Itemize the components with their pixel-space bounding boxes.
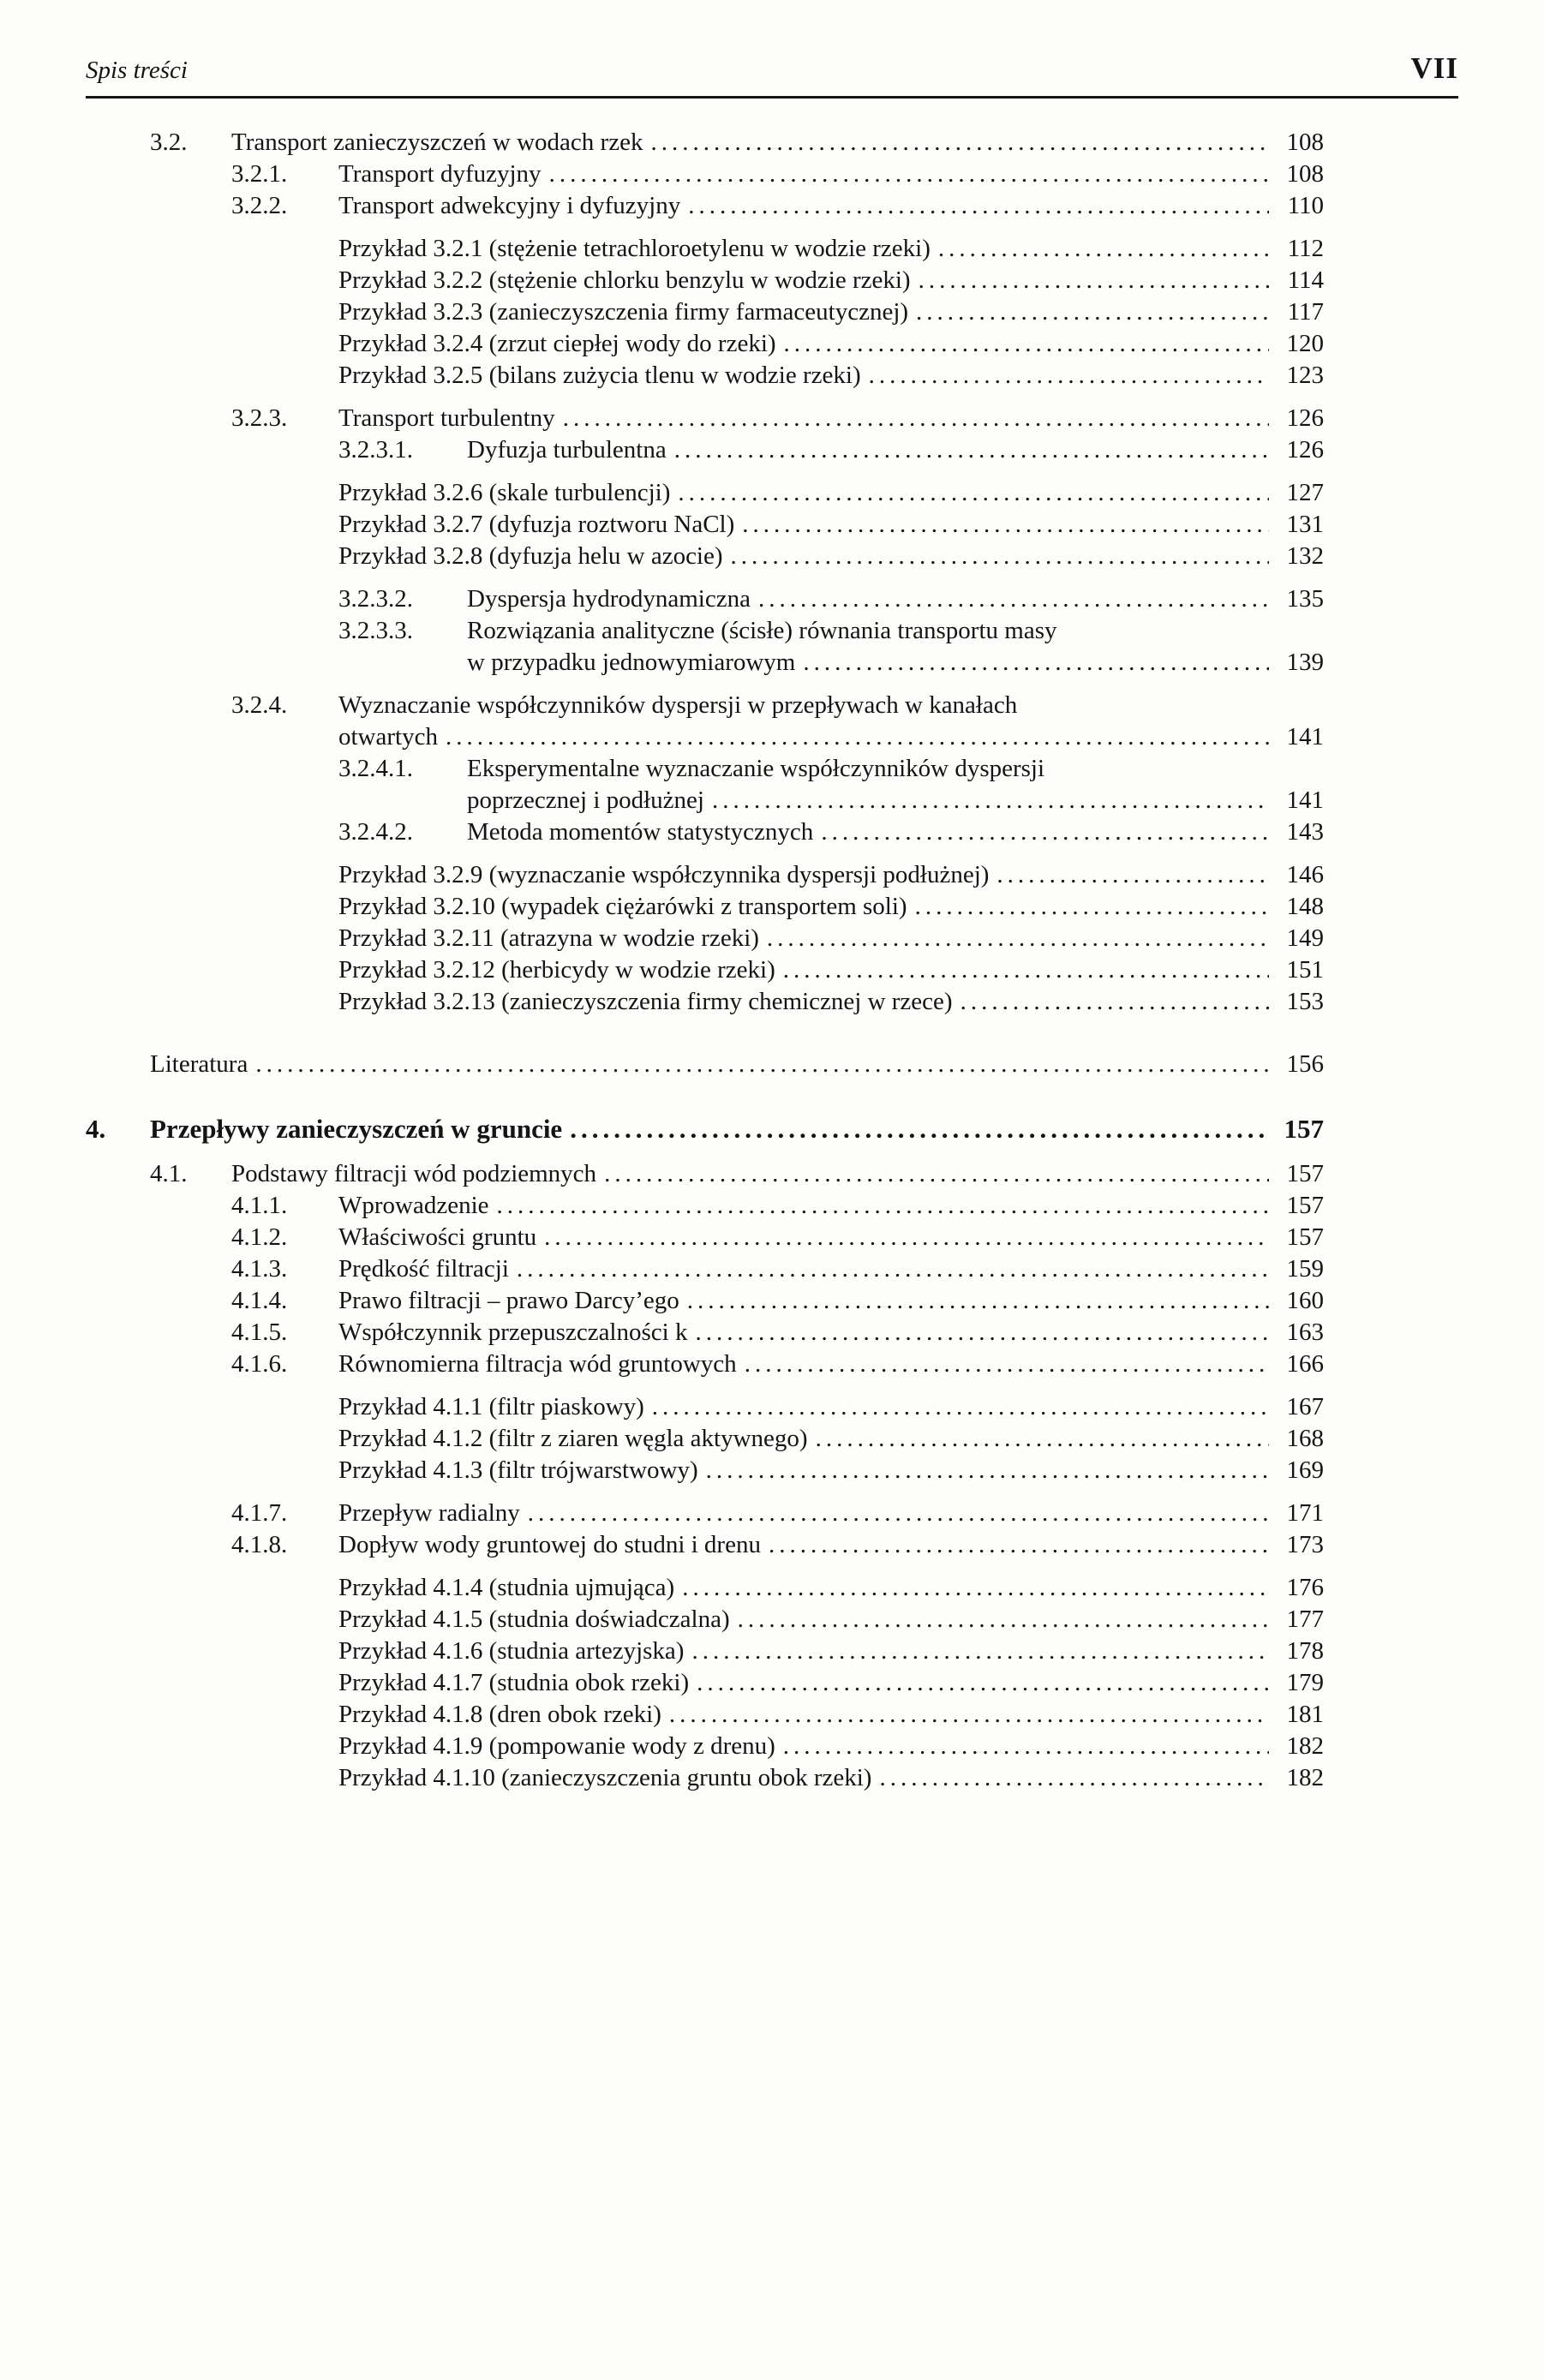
toc-entry-number: 4.1.3. <box>231 1255 288 1283</box>
toc-entry <box>86 509 1324 541</box>
toc-entry <box>86 158 1324 190</box>
toc-entry-title: Transport adwekcyjny i dyfuzyjny <box>338 192 681 219</box>
toc-entry-title: Przykład 4.1.2 (filtr z ziaren węgla aktywnego) <box>338 1425 808 1452</box>
toc-entry-title: Literatura <box>150 1050 248 1078</box>
toc-entry-title: Przykład 4.1.7 (studnia obok rzeki) <box>338 1669 690 1696</box>
toc-entry-page: 157 <box>1286 1160 1324 1187</box>
toc-entry <box>86 434 1324 466</box>
toc-entry-number: 4.1.6. <box>231 1350 288 1378</box>
toc-entry-title: Rozwiązania analityczne (ścisłe) równania transportu masy <box>467 617 1057 644</box>
dot-leader <box>938 233 1269 265</box>
dot-leader <box>767 923 1269 954</box>
toc-entry-number: 4.1.1. <box>231 1192 288 1219</box>
toc-entry-title: Przykład 3.2.12 (herbicydy w wodzie rzeki) <box>338 956 775 984</box>
dot-leader <box>745 1348 1269 1380</box>
toc-entry-title: Przykład 3.2.8 (dyfuzja helu w azocie) <box>338 542 723 570</box>
toc-entry-title: Przykład 4.1.6 (studnia artezyjska) <box>338 1637 685 1665</box>
toc-entry-page: 182 <box>1286 1732 1324 1760</box>
dot-leader <box>821 816 1269 848</box>
toc-entry-title: Przykład 4.1.5 (studnia doświadczalna) <box>338 1606 730 1633</box>
toc-entry-title: Metoda momentów statystycznych <box>467 818 814 846</box>
dot-leader <box>742 509 1269 541</box>
toc-entry-page: 159 <box>1286 1255 1324 1283</box>
toc-entry-page: 178 <box>1286 1637 1324 1665</box>
dot-leader <box>784 328 1269 360</box>
toc-entry-title: Dopływ wody gruntowej do studni i drenu <box>338 1531 761 1558</box>
toc-entry <box>86 328 1324 360</box>
folio-page-number: VII <box>1410 51 1458 85</box>
toc <box>86 127 1324 1794</box>
toc-entry <box>86 1529 1324 1561</box>
dot-leader <box>570 1111 1269 1147</box>
toc-entry-page: 114 <box>1287 266 1324 294</box>
toc-entry-title: Przykład 3.2.2 (stężenie chlorku benzylu w wodzie rzeki) <box>338 266 911 294</box>
dot-leader <box>697 1667 1269 1699</box>
page-header <box>86 51 1458 99</box>
toc-entry-number: 4. <box>86 1114 106 1144</box>
toc-entry-page: 143 <box>1286 818 1324 846</box>
toc-entry-title: Przykład 4.1.1 (filtr piaskowy) <box>338 1393 644 1420</box>
dot-leader <box>549 158 1269 190</box>
toc-entry-number: 3.2.3.1. <box>338 436 413 463</box>
toc-entry <box>86 541 1324 572</box>
toc-entry-title: Przykład 4.1.8 (dren obok rzeki) <box>338 1701 661 1728</box>
toc-entry-page: 151 <box>1286 956 1324 984</box>
toc-entry <box>86 1667 1324 1699</box>
dot-leader <box>687 1285 1269 1317</box>
toc-entry-page: 163 <box>1286 1319 1324 1346</box>
toc-entry-title: Przykład 4.1.9 (pompowanie wody z drenu) <box>338 1732 775 1760</box>
toc-entry-page: 173 <box>1286 1531 1324 1558</box>
toc-entry <box>86 477 1324 509</box>
toc-entry-number: 4.1.8. <box>231 1531 288 1558</box>
toc-entry-page: 160 <box>1286 1287 1324 1314</box>
toc-entry-page: 182 <box>1286 1764 1324 1791</box>
toc-entry <box>86 891 1324 923</box>
toc-entry-page: 157 <box>1286 1223 1324 1251</box>
toc-entry-title: Wyznaczanie współczynników dyspersji w przepływach w kanałach <box>338 691 1018 719</box>
toc-entry-title: Wprowadzenie <box>338 1192 489 1219</box>
dot-leader <box>996 859 1269 891</box>
toc-entry <box>86 753 1324 785</box>
toc-entry-page: 166 <box>1286 1350 1324 1378</box>
toc-entry-page: 169 <box>1286 1456 1324 1484</box>
toc-entry <box>86 403 1324 434</box>
dot-leader <box>446 721 1269 753</box>
toc-entry-page: 179 <box>1286 1669 1324 1696</box>
toc-entry-number: 3.2.2. <box>231 192 288 219</box>
toc-entry-number: 3.2.1. <box>231 160 288 188</box>
toc-entry <box>86 360 1324 392</box>
toc-entry-number: 3.2.3. <box>231 404 288 432</box>
toc-entry-page: 112 <box>1287 235 1324 262</box>
toc-entry-title: poprzecznej i podłużnej <box>467 786 704 814</box>
toc-entry-title: Transport dyfuzyjny <box>338 160 542 188</box>
toc-entry-number: 4.1.7. <box>231 1499 288 1527</box>
toc-entry-page: 132 <box>1286 542 1324 570</box>
toc-entry-page: 108 <box>1286 129 1324 156</box>
toc-entry-number: 4.1.5. <box>231 1319 288 1346</box>
toc-entry <box>86 954 1324 986</box>
dot-leader <box>731 541 1269 572</box>
toc-entry-title: Transport zanieczyszczeń w wodach rzek <box>231 129 643 156</box>
toc-entry-title: Eksperymentalne wyznaczanie współczynników dyspersji <box>467 755 1045 782</box>
toc-entry-title: Przykład 4.1.3 (filtr trójwarstwowy) <box>338 1456 698 1484</box>
toc-entry <box>86 1636 1324 1667</box>
toc-entry <box>86 1391 1324 1423</box>
toc-entry <box>86 1604 1324 1636</box>
dot-leader <box>706 1455 1269 1486</box>
toc-entry-number: 3.2.3.2. <box>338 585 413 613</box>
toc-entry-page: 153 <box>1286 988 1324 1015</box>
toc-entry-page: 131 <box>1286 511 1324 538</box>
toc-entry <box>86 986 1324 1018</box>
toc-entry <box>86 785 1324 816</box>
dot-leader <box>604 1158 1269 1190</box>
dot-leader <box>803 647 1269 679</box>
toc-entry-page: 120 <box>1286 330 1324 357</box>
toc-entry-title: Przykład 3.2.4 (zrzut ciepłej wody do rzeki) <box>338 330 776 357</box>
toc-entry-title: Przykład 4.1.4 (studnia ujmująca) <box>338 1574 675 1601</box>
dot-leader <box>738 1604 1269 1636</box>
toc-entry <box>86 1762 1324 1794</box>
dot-leader <box>544 1222 1269 1253</box>
dot-leader <box>669 1699 1269 1731</box>
toc-entry-page: 167 <box>1286 1393 1324 1420</box>
toc-entry <box>86 1158 1324 1190</box>
dot-leader <box>678 477 1269 509</box>
dot-leader <box>769 1529 1269 1561</box>
dot-leader <box>652 1391 1269 1423</box>
toc-entry-page: 157 <box>1286 1192 1324 1219</box>
toc-entry-title: Prawo filtracji – prawo Darcy’ego <box>338 1287 679 1314</box>
toc-entry <box>86 1285 1324 1317</box>
toc-entry-title: Przykład 3.2.7 (dyfuzja roztworu NaCl) <box>338 511 735 538</box>
toc-entry-number: 4.1.4. <box>231 1287 288 1314</box>
toc-entry-title: Równomierna filtracja wód gruntowych <box>338 1350 737 1378</box>
dot-leader <box>563 403 1269 434</box>
toc-entry-page: 157 <box>1284 1114 1324 1144</box>
dot-leader <box>255 1049 1269 1080</box>
dot-leader <box>650 127 1269 158</box>
toc-entry-page: 148 <box>1286 893 1324 920</box>
toc-entry-page: 126 <box>1286 404 1324 432</box>
toc-entry <box>86 1731 1324 1762</box>
toc-entry-number: 3.2. <box>150 129 188 156</box>
running-head-title: Spis treści <box>86 57 188 84</box>
toc-entry-title: Przykład 3.2.6 (skale turbulencji) <box>338 479 671 506</box>
toc-entry <box>86 690 1324 721</box>
toc-entry-number: 3.2.3.3. <box>338 617 413 644</box>
toc-entry-page: 168 <box>1286 1425 1324 1452</box>
toc-entry <box>86 647 1324 679</box>
dot-leader <box>783 954 1269 986</box>
toc-entry-title: Przykład 3.2.11 (atrazyna w wodzie rzeki) <box>338 924 759 952</box>
dot-leader <box>783 1731 1269 1762</box>
dot-leader <box>688 190 1269 222</box>
toc-entry-page: 181 <box>1286 1701 1324 1728</box>
toc-entry <box>86 1190 1324 1222</box>
toc-entry-title: Przykład 3.2.3 (zanieczyszczenia firmy farmaceutycznej) <box>338 298 909 326</box>
toc-entry <box>86 1423 1324 1455</box>
toc-entry-title: Prędkość filtracji <box>338 1255 509 1283</box>
toc-entry <box>86 1572 1324 1604</box>
toc-entry <box>86 1253 1324 1285</box>
dot-leader <box>915 891 1269 923</box>
dot-leader <box>682 1572 1269 1604</box>
dot-leader <box>816 1423 1269 1455</box>
dot-leader <box>497 1190 1269 1222</box>
toc-entry <box>86 1049 1324 1080</box>
toc-entry-number: 3.2.4.2. <box>338 818 413 846</box>
toc-entry-title: Przepływ radialny <box>338 1499 520 1527</box>
toc-entry <box>86 816 1324 848</box>
dot-leader <box>691 1636 1269 1667</box>
toc-entry-title: Dyfuzja turbulentna <box>467 436 667 463</box>
dot-leader <box>712 785 1269 816</box>
toc-entry-page: 135 <box>1286 585 1324 613</box>
toc-entry <box>86 233 1324 265</box>
toc-entry-page: 126 <box>1286 436 1324 463</box>
toc-entry <box>86 615 1324 647</box>
toc-entry-page: 141 <box>1286 786 1324 814</box>
toc-entry <box>86 1348 1324 1380</box>
toc-entry-number: 3.2.4. <box>231 691 288 719</box>
toc-entry-title: Przykład 4.1.10 (zanieczyszczenia gruntu obok rzeki) <box>338 1764 872 1791</box>
toc-entry <box>86 190 1324 222</box>
toc-entry-page: 141 <box>1286 723 1324 750</box>
toc-entry-title: Transport turbulentny <box>338 404 555 432</box>
dot-leader <box>961 986 1269 1018</box>
toc-entry <box>86 721 1324 753</box>
toc-entry-title: Przykład 3.2.1 (stężenie tetrachloroetylenu w wodzie rzeki) <box>338 235 931 262</box>
dot-leader <box>517 1253 1269 1285</box>
toc-entry <box>86 583 1324 615</box>
toc-entry-page: 176 <box>1286 1574 1324 1601</box>
toc-entry-number: 4.1. <box>150 1160 188 1187</box>
dot-leader <box>695 1317 1269 1348</box>
toc-entry <box>86 296 1324 328</box>
toc-entry-title: Przykład 3.2.9 (wyznaczanie współczynnika dyspersji podłużnej) <box>338 861 990 888</box>
toc-entry <box>86 127 1324 158</box>
toc-entry-number: 4.1.2. <box>231 1223 288 1251</box>
dot-leader <box>528 1498 1269 1529</box>
toc-entry-title: Dyspersja hydrodynamiczna <box>467 585 751 613</box>
toc-entry-title: Współczynnik przepuszczalności k <box>338 1319 688 1346</box>
toc-entry <box>86 1222 1324 1253</box>
toc-entry <box>86 1498 1324 1529</box>
toc-entry-title: w przypadku jednowymiarowym <box>467 649 796 676</box>
toc-entry-page: 139 <box>1286 649 1324 676</box>
toc-entry-page: 146 <box>1286 861 1324 888</box>
dot-leader <box>869 360 1269 392</box>
toc-entry-page: 108 <box>1286 160 1324 188</box>
toc-entry <box>86 1455 1324 1486</box>
toc-entry-title: otwartych <box>338 723 438 750</box>
dot-leader <box>879 1762 1269 1794</box>
toc-entry-page: 156 <box>1286 1050 1324 1078</box>
toc-entry <box>86 923 1324 954</box>
toc-entry-title: Właściwości gruntu <box>338 1223 537 1251</box>
toc-entry-number: 3.2.4.1. <box>338 755 413 782</box>
toc-entry <box>86 265 1324 296</box>
toc-entry-title: Przepływy zanieczyszczeń w gruncie <box>150 1114 563 1144</box>
toc-entry-page: 123 <box>1286 362 1324 389</box>
toc-entry-page: 177 <box>1286 1606 1324 1633</box>
toc-entry-title: Przykład 3.2.10 (wypadek ciężarówki z transportem soli) <box>338 893 907 920</box>
toc-entry <box>86 1317 1324 1348</box>
toc-entry-title: Podstawy filtracji wód podziemnych <box>231 1160 597 1187</box>
toc-entry-page: 149 <box>1286 924 1324 952</box>
toc-entry <box>86 859 1324 891</box>
toc-entry-page: 110 <box>1287 192 1324 219</box>
dot-leader <box>916 296 1269 328</box>
toc-entry-page: 171 <box>1286 1499 1324 1527</box>
toc-entry-title: Przykład 3.2.13 (zanieczyszczenia firmy chemicznej w rzece) <box>338 988 953 1015</box>
toc-entry-page: 127 <box>1286 479 1324 506</box>
toc-entry <box>86 1699 1324 1731</box>
toc-entry-title: Przykład 3.2.5 (bilans zużycia tlenu w wodzie rzeki) <box>338 362 861 389</box>
toc-entry <box>86 1111 1324 1147</box>
toc-entry-page: 117 <box>1287 298 1324 326</box>
dot-leader <box>919 265 1269 296</box>
dot-leader <box>758 583 1269 615</box>
dot-leader <box>674 434 1269 466</box>
